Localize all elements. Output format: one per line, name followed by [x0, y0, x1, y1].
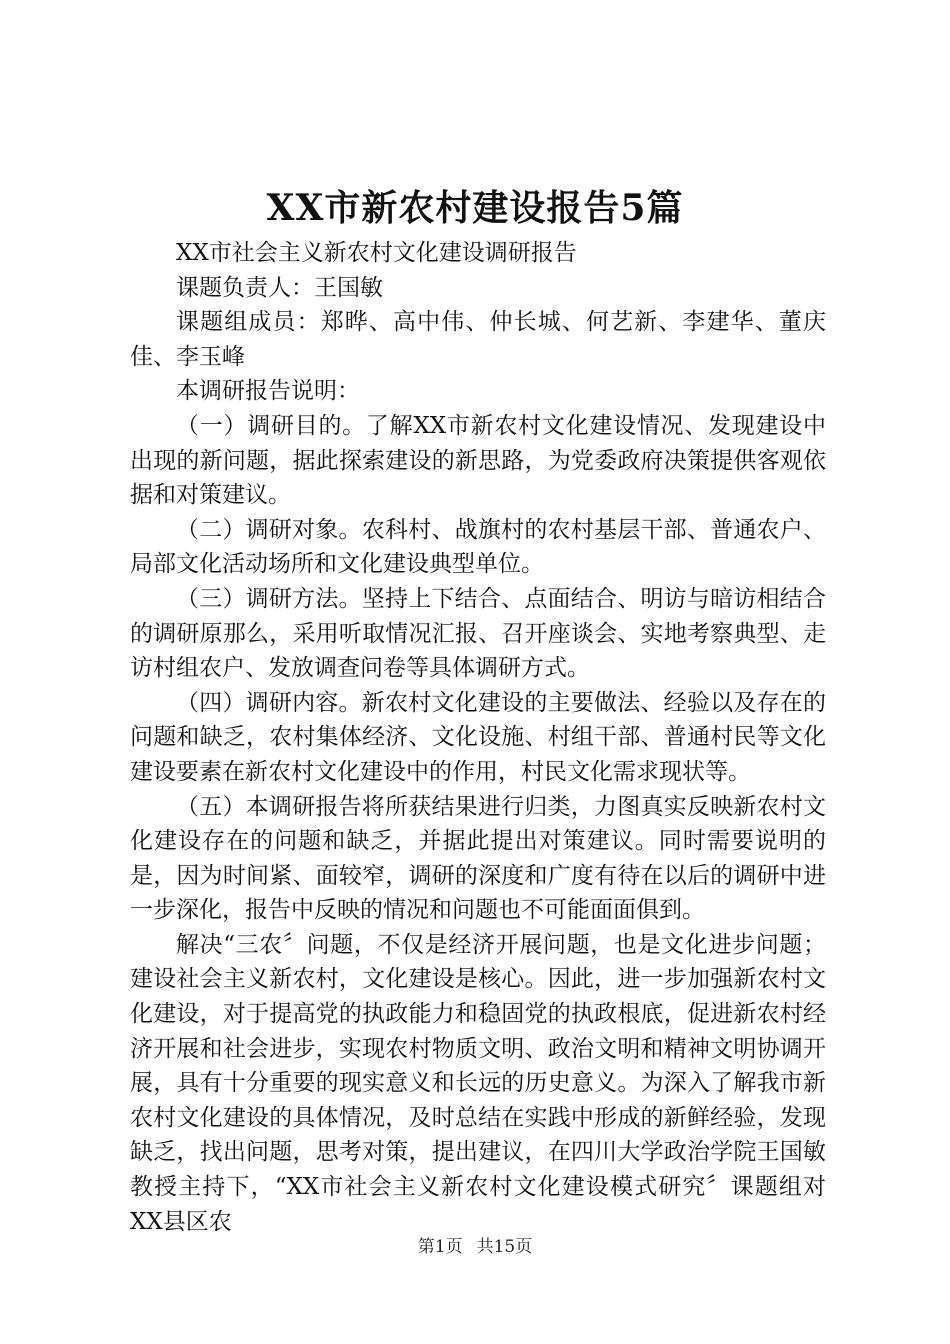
report-subtitle: XX市社会主义新农村文化建设调研报告	[176, 240, 577, 266]
note-content: （四）调研内容。新农村文化建设的主要做法、经验以及存在的问题和缺乏，农村集体经济、文化设施、村组干部、普通村民等文化建设要素在新农村文化建设中的作用，村民文化需求现状等。	[130, 689, 826, 785]
note-purpose: （一）调研目的。了解XX市新农村文化建设情况、发现建设中出现的新问题，据此探索建设的新思路，为党委政府决策提供客观依据和对策建议。	[130, 412, 826, 509]
project-leader: 课题负责人：王国敏	[176, 274, 383, 301]
note-methods: （三）调研方法。坚持上下结合、点面结合、明访与暗访相结合的调研原那么，采用听取情况汇报、召开座谈会、实地考察典型、走访村组农户、发放调查问卷等具体调研方式。	[130, 585, 826, 682]
report-note-heading: 本调研报告说明：	[176, 378, 360, 405]
note-objects: （二）调研对象。农科村、战旗村的农村基层干部、普通农户、局部文化活动场所和文化建设典型单位。	[130, 516, 826, 578]
note-summary: （五）本调研报告将所获结果进行归类，力图真实反映新农村文化建设存在的问题和缺乏，并据此提出对策建议。同时需要说明的是，因为时间紧、面较窄，调研的深度和广度有待在以后的调研中进一步深化，报告中反映的情况和问题也不可能面面俱到。	[130, 793, 826, 924]
page-number: 第1页	[417, 1237, 463, 1257]
body-paragraph: 解决“三农〞问题，不仅是经济开展问题，也是文化进步问题；建设社会主义新农村，文化建设是核心。因此，进一步加强新农村文化建设，对于提高党的执政能力和稳固党的执政根底，促进新农村经济开展和社会进步，实现农村物质文明、政治文明和精神文明协调开展，具有十分重要的现实意义和长远的历史意义。为深入了解我市新农村文化建设的具体情况，及时总结在实践中形成的新鲜经验，发现缺乏，找出问题，思考对策，提出建议，在四川大学政治学院王国敏教授主持下，“XX市社会主义新农村文化建设模式研究〞课题组对XX县区农	[130, 931, 826, 1235]
project-members: 课题组成员：郑晔、高中伟、仲长城、何艺新、李建华、董庆佳、李玉峰	[130, 309, 826, 370]
page-total: 共15页	[476, 1237, 533, 1257]
page-footer	[0, 1235, 950, 1259]
document-title: XX市新农村建设报告5篇	[266, 187, 684, 229]
document-body	[130, 236, 826, 1239]
